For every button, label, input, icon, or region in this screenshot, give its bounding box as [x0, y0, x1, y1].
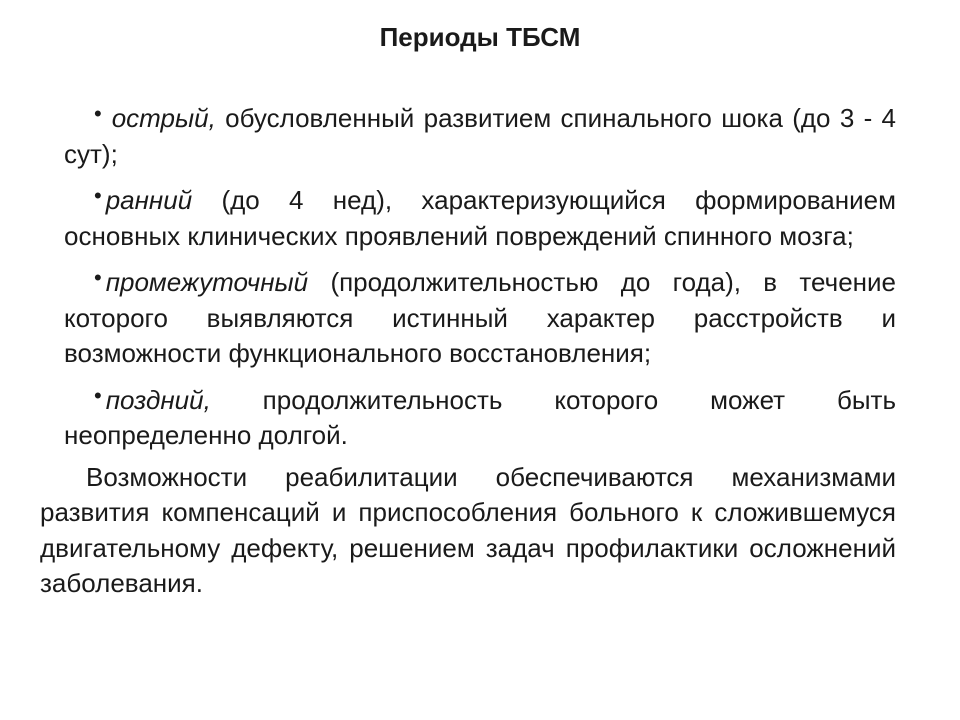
period-term: поздний,	[105, 384, 211, 415]
list-item	[64, 260, 896, 372]
period-description: продолжительность которого может быть неопределенно долгой.	[64, 384, 896, 450]
list-item	[64, 178, 896, 254]
rehabilitation-paragraph: Возможности реабилитации обеспечиваются механизмами развития компенсаций и приспособления больного к сложившемуся двигательному дефекту, решением задач профилактики осложнений заболевания.	[40, 461, 896, 598]
period-description: обусловленный развитием спинального шока (до 3 - 4 сут);	[64, 103, 896, 169]
period-description: (до 4 нед), характеризующийся формированием основных клинических проявлений повреждений спинного мозга;	[64, 185, 896, 251]
bullet-icon: •	[94, 183, 102, 208]
period-term: острый,	[111, 103, 216, 133]
period-term: промежуточный	[105, 267, 309, 297]
slide-title: Периоды ТБСМ	[379, 22, 581, 52]
bullet-icon: •	[94, 101, 102, 126]
period-description: (продолжительностью до года), в течение которого выявляются истинный характер расстройств и возможности функционального восстановления;	[64, 267, 896, 368]
bullet-icon: •	[94, 265, 102, 290]
slide-content	[40, 96, 896, 602]
bullet-icon: •	[94, 382, 102, 408]
period-term: ранний	[105, 185, 193, 215]
list-item	[64, 378, 896, 454]
list-item	[64, 96, 896, 172]
